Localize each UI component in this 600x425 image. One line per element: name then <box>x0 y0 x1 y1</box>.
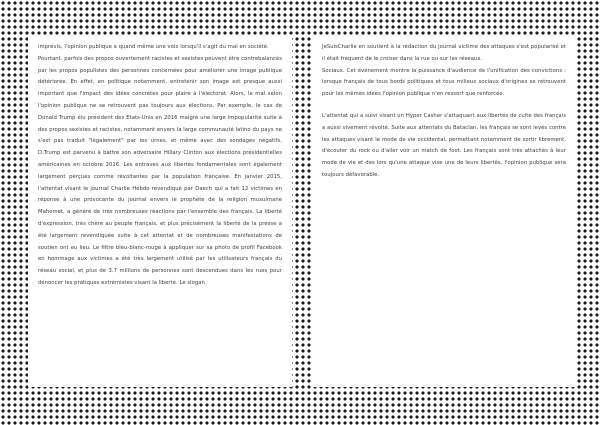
left-page <box>28 37 292 387</box>
right-page <box>312 37 576 387</box>
right-paragraph-1: JeSuisCharlie en soutient à la rédaction du journal victime des attaques s'est popularisé et il était fréquent de le croiser dans la rue ou sur les réseaux. <box>322 44 566 62</box>
right-paragraph-3: L'attentat qui a suivi visant un Hyper Casher s'attaquant aux libertés de culte des français a aussi vivement révolté. Suite aux attentats du Bataclan, les français se sont levés contre les attaques visant le mode de vie occidental, permettant notamment de sortir librement, d'écouter du rock ou d'aller voir un match de foot. Les français sont très attachés à leur mode de vie et des lors qu'une attaque vise une de leurs libertés, l'opinion publique sera toujours défavorable. <box>322 112 566 178</box>
left-paragraph-2: Pourtant, parfois des propos ouvertement racistes et sexistes peuvent être contrebalancés par les propos populistes des personnes concernées pour améliorer une image publique détériorée. En effet, en politique notamment, entretenir son image est presque aussi important que l'impact des idées concrètes pour plaire à l'électorat. Alors, le mal selon l'opinion publique ne se retrouvent pas toujours aux élections. Par exemple, le cas de Donald Trump élu président des Etats-Unis en 2016 malgré une large impopularité suite à des propos sexistes et racistes, notamment envers la large communauté latino du pays ne s'est pas traduit "légalement" par les urnes, et même avec des sondages négatifs, D.Trump est parvenu à battre son adversaire Hillary Clinton aux élections présidentielles américaines en octobre 2016. Les entraves aux libertés fondamentales sont également largement perçues comme révoltantes par la population française. En janvier 2015, l'attentat visant le journal Charlie Hebdo revendiqué par Daech qui a fait 12 victimes en réponse à une provocante du journal envers le prophète de la religion musulmane Mahomet, a généré de très nombreuses réactions par l'ensemble des français. La liberté d'expression, très chère au peuple français, et plus précisément la liberté de la presse a été largement revendiquée suite à cet attentat et de nombreuses manifestations de soutien ont eu lieu. Le filtre bleu-blanc-rouge à appliquer sur sa photo de profil Facebook en hommage aux victimes a été très largement utilisé par les utilisateurs français du réseau social, et plus de 3.7 millions de personnes sont descendues dans les rues pour dénoncer les pratiques extrémistes visant la liberté. Le slogan <box>38 55 282 286</box>
right-paragraph-2: Sociaux. Cet événement montre la puissance d'audience de l'unification des convictions : lorsque français de tous bords politiques et tous milieux sociaux d'origines se retrouvent pour les mêmes idées l'opinion publique n'en ressort que renforcée. <box>322 67 566 98</box>
left-paragraph-1: imprévis, l'opinion publique a quand même une voix lorsqu'il s'agit du mal en société. <box>38 44 269 50</box>
